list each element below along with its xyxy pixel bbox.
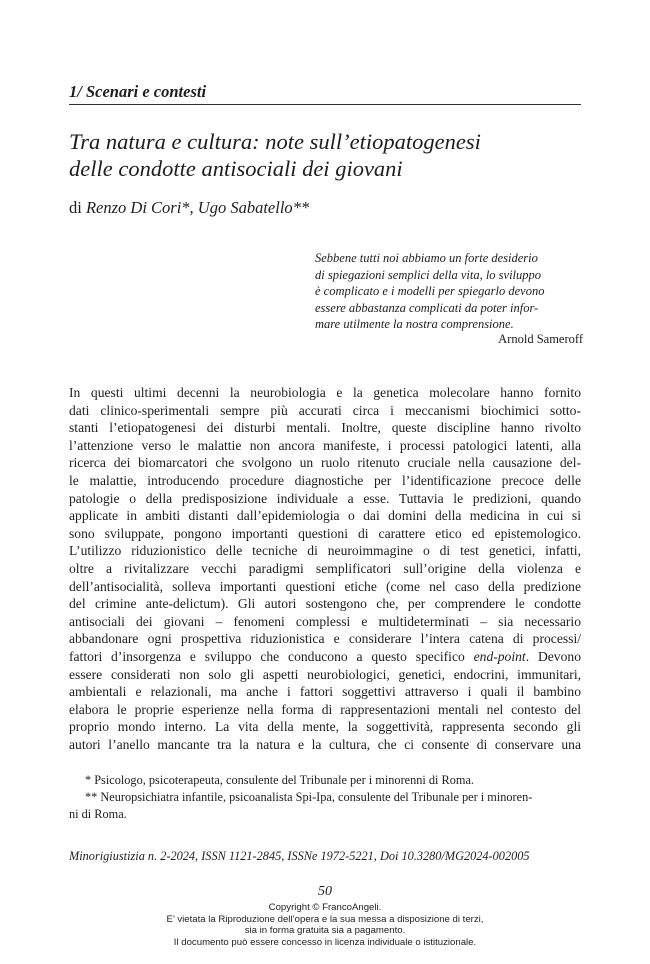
epigraph (315, 250, 583, 333)
body-line-text: fattori d’insorgenza e sviluppo che conducono a questo specifico (69, 648, 474, 664)
body-line: ricerca dei biomarcatori che svolgono un ruolo ritenuto cruciale nella causazione del- (69, 455, 581, 471)
epigraph-line: di spiegazioni semplici della vita, lo sviluppo (315, 267, 542, 282)
header-rule (69, 104, 581, 105)
copyright-notice (0, 902, 650, 948)
body-line-italic: end-point (473, 648, 526, 664)
epigraph-line: mare utilmente la nostra comprensione. (315, 317, 514, 332)
body-line: abbandonare ogni prospettiva riduzionistica e considerare l’intera catena di processi/ (69, 631, 581, 647)
section-label: 1/ Scenari e contesti (69, 82, 207, 101)
copyright-line: sia in forma gratuita sia a pagamento. (244, 925, 406, 937)
footnotes (69, 772, 581, 822)
footnote: * Psicologo, psicoterapeuta, consulente del Tribunale per i minorenni di Roma. (85, 773, 474, 787)
body-line: oltre a rivitalizzare vecchi paradigmi semplificatori sull’origine della violenza e (69, 560, 581, 576)
body-line: sono sviluppate, pongono importanti questioni di carattere etico ed epistemologico. (69, 525, 581, 541)
epigraph-line: essere abbastanza complicati da poter infor- (315, 300, 539, 315)
footnote: ** Neuropsichiatra infantile, psicoanalista Spi-Ipa, consulente del Tribunale per i minoren- (85, 789, 533, 804)
body-line (69, 648, 581, 666)
copyright-line: Copyright © FrancoAngeli. (268, 902, 382, 913)
epigraph-author: Arnold Sameroff (498, 332, 583, 346)
article-authors (69, 198, 309, 218)
page-number: 50 (318, 884, 332, 899)
body-line: l’attenzione verso le malattie non ancora manifeste, i processi patologici latenti, alla (69, 437, 581, 453)
body-line: patologie o della predisposizione individuale a esse. Tuttavia le predizioni, quando (69, 490, 581, 506)
article-title (69, 128, 589, 182)
body-line: ambientali e relazionali, ma anche i fattori soggettivi attraverso i quali il bambino (69, 684, 581, 700)
abstract-body (69, 384, 581, 753)
body-line: autori l’anello mancante tra la natura e la cultura, che ci consente di conservare una (69, 736, 581, 752)
body-line: proprio mondo interno. La vita della mente, la soggettività, rappresenta secondo gli (69, 719, 581, 735)
epigraph-line: Sebbene tutti noi abbiamo un forte desiderio (315, 251, 538, 265)
title-line: delle condotte antisociali dei giovani (69, 156, 403, 181)
body-line: essere considerati non solo gli aspetti neurobiologici, genetici, endocrini, immunitari, (69, 666, 581, 682)
copyright-line: Il documento può essere concesso in licenza individuale o istituzionale. (173, 936, 477, 948)
epigraph-line: è complicato e i modelli per spiegarlo devono (315, 284, 545, 299)
body-line: dati clinico-sperimentali sempre più accurati circa i meccanismi biochimici sotto- (69, 402, 581, 418)
body-line-text: . Devono (525, 648, 581, 664)
body-line: stanti l’etiopatogenesi dei disturbi mentali. Inoltre, queste discipline hanno rivolto (69, 420, 581, 436)
title-line: Tra natura e cultura: note sull’etiopatogenesi (69, 129, 481, 154)
body-line: antisociali dei giovani – fenomeni complessi e multideterminati – sia necessario (69, 613, 581, 629)
body-line: In questi ultimi decenni la neurobiologia e la genetica molecolare hanno fornito (69, 385, 581, 400)
body-line: L’utilizzo riduzionistico delle tecniche di neuroimmagine o di test genetici, infatti, (69, 543, 581, 559)
body-line: elabora le proprie esperienze nella forma di rappresentazioni mentali nel contesto del (69, 701, 581, 717)
body-line: del crimine ante-delictum). Gli autori sostengono che, per comprendere le condotte (69, 596, 581, 612)
authors-prefix: di (69, 198, 86, 217)
journal-citation: Minorigiustizia n. 2-2024, ISSN 1121-2845, ISSNe 1972-5221, Doi 10.3280/MG2024-002005 (69, 849, 530, 863)
author-names: Renzo Di Cori*, Ugo Sabatello** (85, 198, 310, 217)
body-line: le malattie, introducendo procedure diagnostiche per l’identificazione precoce delle (69, 472, 581, 488)
footnote: ni di Roma. (69, 806, 127, 821)
body-line: dell’antisocialità, solleva importanti questioni etiche (come nel caso della predizione (69, 578, 581, 594)
copyright-line: E’ vietata la Riproduzione dell’opera e la sua messa a disposizione di terzi, (166, 913, 484, 925)
body-line: applicate in ambiti distanti dall’epidemiologia o dai domini della medicina in cui si (69, 508, 581, 524)
